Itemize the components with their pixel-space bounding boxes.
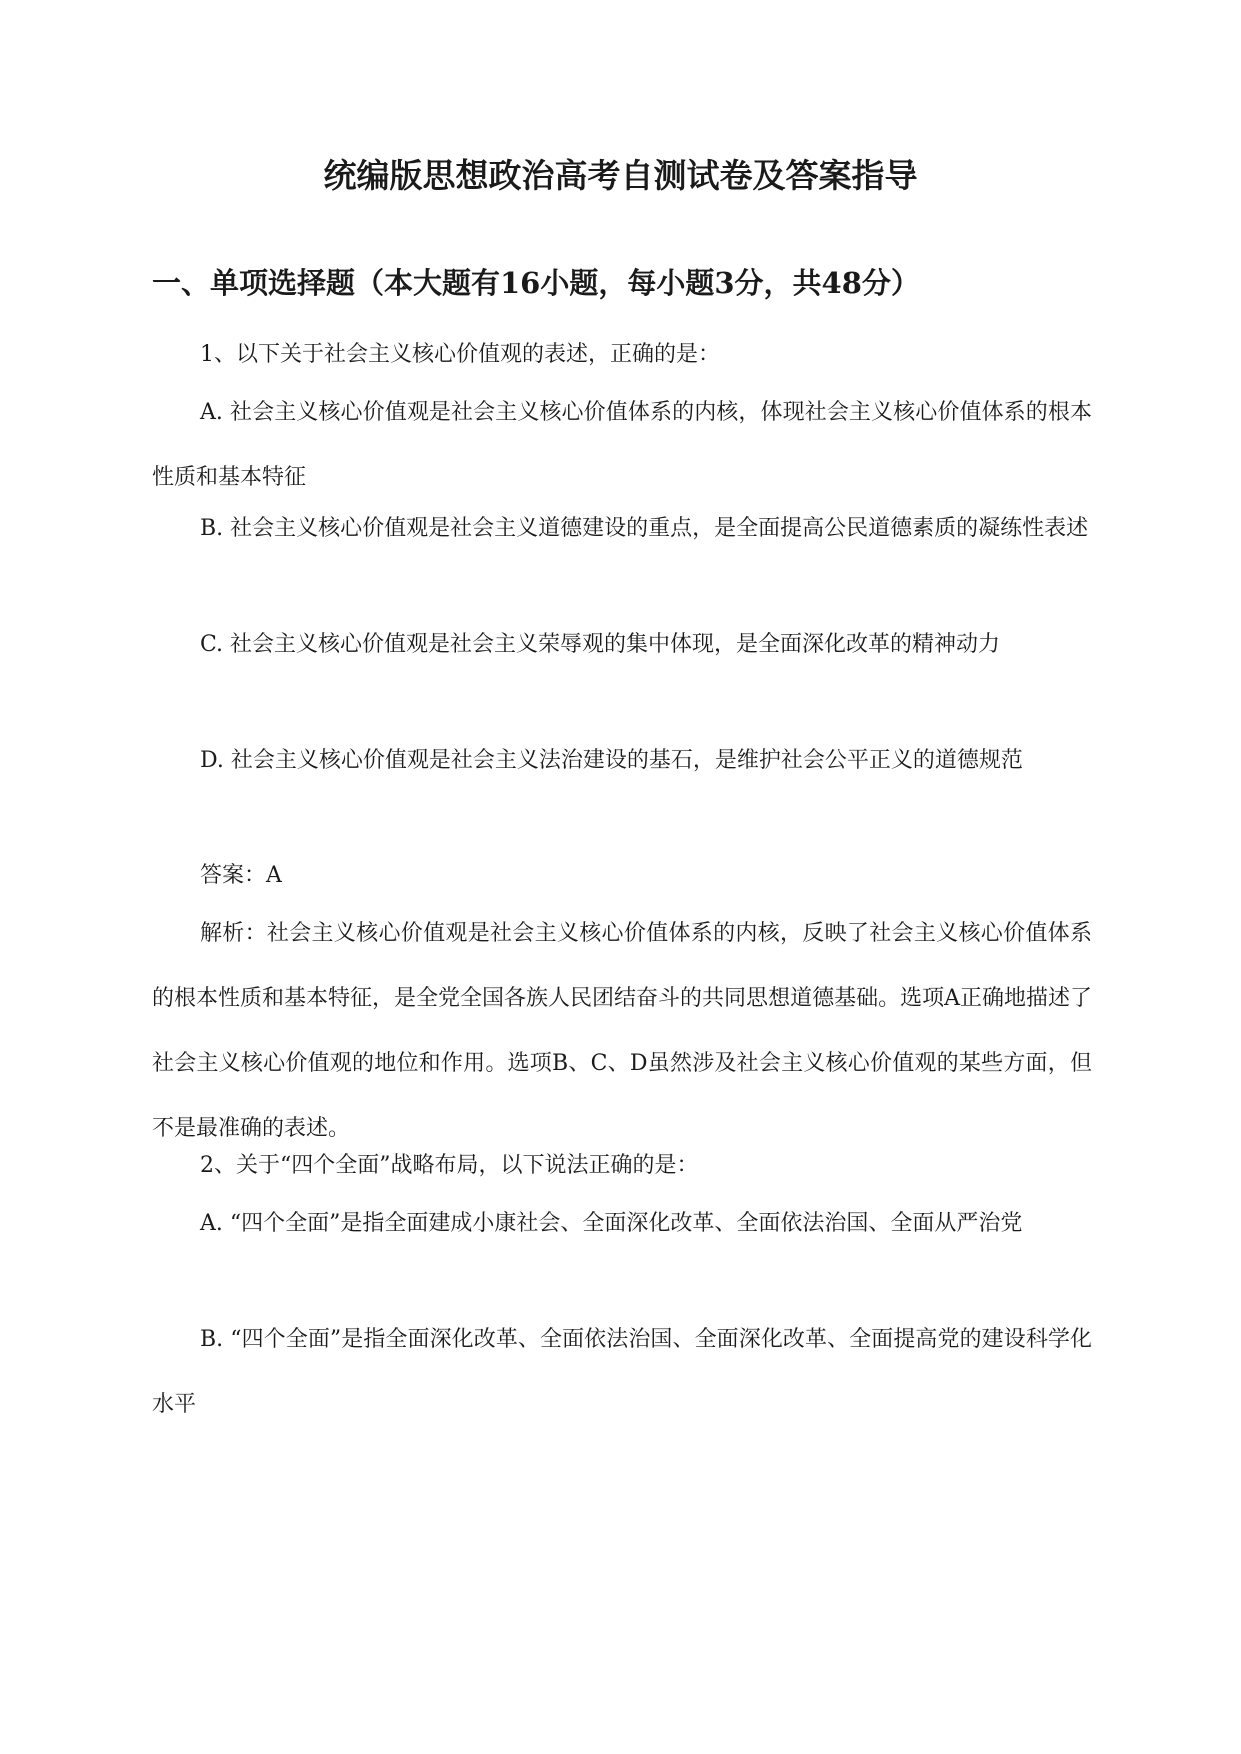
question-2-stem: 2、关于“四个全面”战略布局，以下说法正确的是： (200, 1153, 699, 1178)
question-1-analysis: 解析：社会主义核心价值观是社会主义核心价值体系的内核，反映了社会主义核心价值体系的根本性质和基本特征，是全党全国各族人民团结奋斗的共同思想道德基础。选项A正确地描述了社会主义核心价值观的地位和作用。选项B、C、D虽然涉及社会主义核心价值观的某些方面，但不是最准确的表述。 (152, 921, 1092, 1141)
document-title: 统编版思想政治高考自测试卷及答案指导 (323, 156, 918, 195)
question-1-stem: 1、以下关于社会主义核心价值观的表述，正确的是： (200, 342, 720, 367)
question-1-option-c: C. 社会主义核心价值观是社会主义荣辱观的集中体现，是全面深化改革的精神动力 (200, 632, 1001, 657)
question-2-option-a: A. “四个全面”是指全面建成小康社会、全面深化改革、全面依法治国、全面从严治党 (200, 1211, 1023, 1236)
question-2-option-b: B. “四个全面”是指全面深化改革、全面依法治国、全面深化改革、全面提高党的建设科学化水平 (152, 1327, 1092, 1417)
question-1-answer: 答案：A (200, 863, 282, 888)
question-1-option-b: B. 社会主义核心价值观是社会主义道德建设的重点，是全面提高公民道德素质的凝练性表述 (200, 516, 1089, 541)
section-heading: 一、单项选择题（本大题有16小题，每小题3分，共48分） (152, 266, 920, 300)
question-1-option-d: D. 社会主义核心价值观是社会主义法治建设的基石，是维护社会公平正义的道德规范 (200, 748, 1023, 773)
question-1-option-a: A. 社会主义核心价值观是社会主义核心价值体系的内核，体现社会主义核心价值体系的根本性质和基本特征 (152, 400, 1092, 490)
